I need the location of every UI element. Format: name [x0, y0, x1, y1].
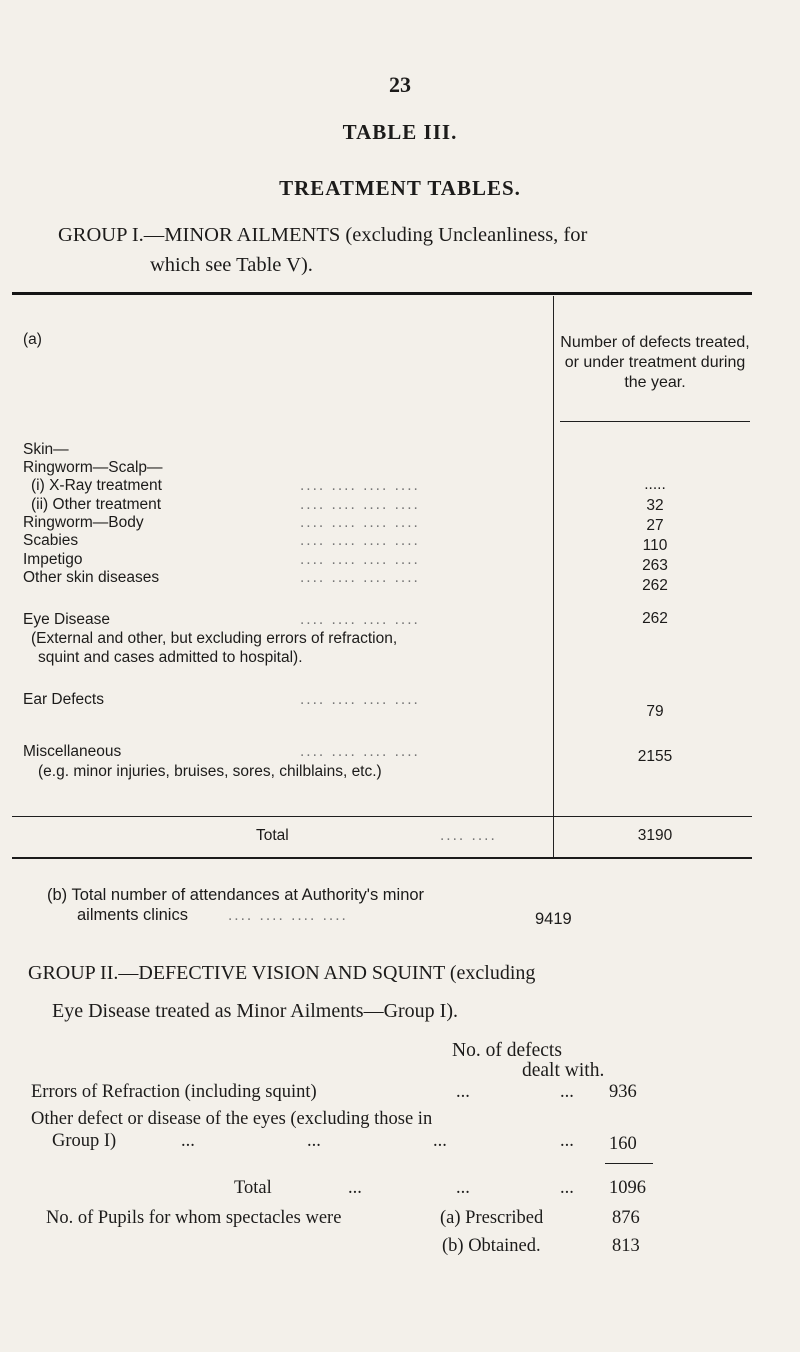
- group1-heading-line1: GROUP I.—MINOR AILMENTS (excluding Uncleanliness, for: [58, 224, 588, 246]
- leader-dots: .... .... .... ....: [300, 496, 420, 513]
- other-defect-label-line2: Group I): [52, 1131, 117, 1151]
- leader-ellipsis: ...: [456, 1178, 470, 1198]
- page-number: 23: [389, 72, 411, 97]
- part-b-value: 9419: [535, 910, 572, 928]
- part-a-label: (a): [23, 331, 42, 348]
- spectacles-prescribed-label: (a) Prescribed: [440, 1208, 544, 1228]
- leader-dots: .... .... .... ....: [300, 532, 420, 549]
- table-top-rule: [12, 292, 752, 295]
- total-bottom-rule: [12, 857, 752, 859]
- errors-of-refraction-value: 936: [609, 1082, 637, 1102]
- group2-total-label: Total: [234, 1178, 272, 1198]
- row-label-scabies: Scabies: [23, 532, 79, 549]
- misc-note: (e.g. minor injuries, bruises, sores, chilblains, etc.): [38, 763, 382, 780]
- eye-disease-note-line1: (External and other, but excluding errors of refraction,: [31, 630, 398, 647]
- part-b-line1: (b) Total number of attendances at Authority's minor: [47, 886, 425, 904]
- leader-dots: .... .... .... ....: [300, 551, 420, 568]
- header-rule: [560, 421, 750, 422]
- leader-ellipsis: ...: [181, 1131, 195, 1151]
- leader-dots: .... .... .... ....: [228, 907, 348, 924]
- leader-dots: .... .... .... ....: [300, 477, 420, 494]
- skin-heading: Skin—: [23, 441, 69, 458]
- group1-heading-line2: which see Table V).: [150, 254, 313, 276]
- other-defect-value: 160: [609, 1134, 637, 1154]
- eye-disease-label: Eye Disease: [23, 611, 111, 628]
- row-value-scabies: 110: [642, 537, 668, 554]
- spectacles-label: No. of Pupils for whom spectacles were: [46, 1208, 342, 1228]
- ear-defects-label: Ear Defects: [23, 691, 104, 708]
- group2-heading-line2: Eye Disease treated as Minor Ailments—Group I).: [52, 1000, 459, 1022]
- row-value-other-skin: 262: [642, 577, 668, 594]
- spectacles-obtained-label: (b) Obtained.: [442, 1236, 541, 1256]
- leader-ellipsis: ...: [433, 1131, 447, 1151]
- ringworm-scalp-heading: Ringworm—Scalp—: [23, 459, 163, 476]
- spectacles-obtained-value: 813: [612, 1236, 640, 1256]
- leader-ellipsis: ...: [560, 1178, 574, 1198]
- ear-defects-value: 79: [646, 703, 664, 720]
- leader-dots: .... .... .... ....: [300, 569, 420, 586]
- leader-ellipsis: ...: [307, 1131, 321, 1151]
- group2-column-header-line2: dealt with.: [522, 1060, 605, 1081]
- row-value-impetigo: 263: [642, 557, 668, 574]
- row-value-other-treatment: 32: [646, 497, 664, 514]
- part-b-line2: ailments clinics: [77, 906, 188, 924]
- row-value-xray: .....: [644, 476, 666, 493]
- total-value: 3190: [637, 827, 673, 844]
- leader-dots: .... .... .... ....: [300, 611, 420, 628]
- eye-disease-value: 262: [642, 610, 668, 627]
- leader-dots: .... .... .... ....: [300, 691, 420, 708]
- section-title: TREATMENT TABLES.: [279, 176, 521, 200]
- leader-ellipsis: ...: [456, 1082, 470, 1102]
- other-defect-label-line1: Other defect or disease of the eyes (excluding those in: [31, 1109, 433, 1129]
- column-divider: [553, 296, 554, 859]
- row-label-impetigo: Impetigo: [23, 551, 83, 568]
- group2-column-header-line1: No. of defects: [452, 1040, 562, 1061]
- leader-ellipsis: ...: [560, 1131, 574, 1151]
- group2-heading-line1: GROUP II.—DEFECTIVE VISION AND SQUINT (excluding: [28, 962, 536, 984]
- leader-ellipsis: ...: [348, 1178, 362, 1198]
- leader-ellipsis: ...: [560, 1082, 574, 1102]
- misc-value: 2155: [637, 748, 673, 765]
- leader-dots: .... .... .... ....: [300, 743, 420, 760]
- row-label-ringworm-body: Ringworm—Body: [23, 514, 144, 531]
- spectacles-prescribed-value: 876: [612, 1208, 640, 1228]
- leader-dots: .... ....: [440, 827, 497, 844]
- column-header: Number of defects treated, or under treatment during the year.: [560, 334, 750, 391]
- errors-of-refraction-label: Errors of Refraction (including squint): [31, 1082, 317, 1102]
- row-label-other-skin: Other skin diseases: [23, 569, 160, 586]
- leader-dots: .... .... .... ....: [300, 514, 420, 531]
- row-value-ringworm-body: 27: [646, 517, 664, 534]
- sum-rule: [605, 1163, 653, 1164]
- row-label-other-treatment: (ii) Other treatment: [31, 496, 162, 513]
- group2-total-value: 1096: [609, 1178, 646, 1198]
- total-label: Total: [256, 827, 289, 844]
- misc-label: Miscellaneous: [23, 743, 122, 760]
- total-top-rule: [12, 816, 752, 817]
- eye-disease-note-line2: squint and cases admitted to hospital).: [38, 649, 303, 666]
- row-label-xray: (i) X-Ray treatment: [31, 477, 162, 494]
- table-title: TABLE III.: [342, 120, 458, 144]
